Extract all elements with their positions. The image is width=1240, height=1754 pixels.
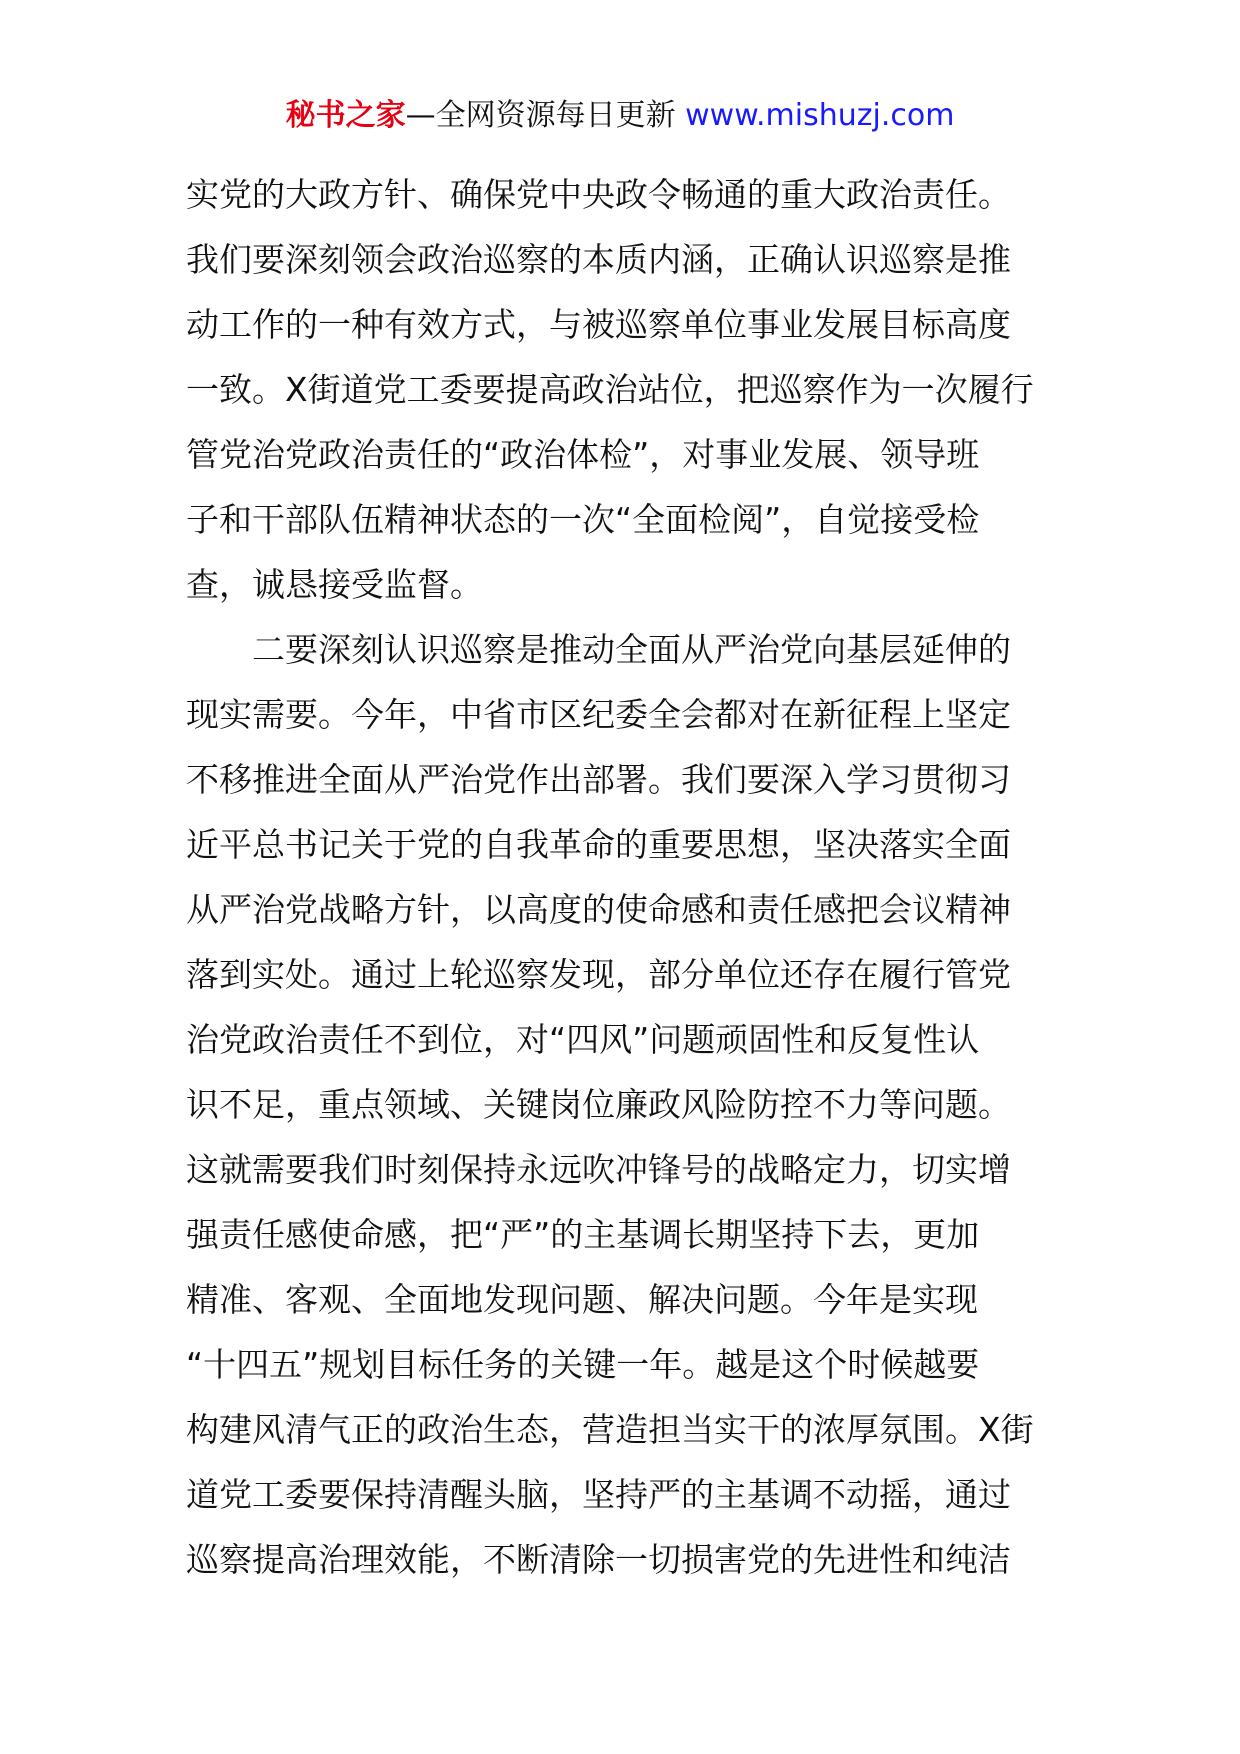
site-header <box>0 96 1240 136</box>
text-line: 现实需要。今年，中省市区纪委全会都对在新征程上坚定 <box>186 695 1011 734</box>
text-line: 落到实处。通过上轮巡察发现，部分单位还存在履行管党 <box>186 955 1011 994</box>
text-line: 构建风清气正的政治生态，营造担当实干的浓厚氛围。X街 <box>186 1410 1034 1449</box>
text-line: 从严治党战略方针，以高度的使命感和责任感把会议精神 <box>186 890 1011 929</box>
site-brand-name: 秘书之家 <box>285 98 406 133</box>
text-line: 精准、客观、全面地发现问题、解决问题。今年是实现 <box>186 1280 978 1319</box>
text-line: 治党政治责任不到位，对“四风”问题顽固性和反复性认 <box>186 1020 980 1059</box>
document-body <box>186 162 1056 1592</box>
text-line: 实党的大政方针、确保党中央政令畅通的重大政治责任。 <box>186 175 1011 214</box>
text-line: 一致。X街道党工委要提高政治站位，把巡察作为一次履行 <box>186 370 1034 409</box>
site-url-link[interactable]: www.mishuzj.com <box>685 98 955 133</box>
paragraph-start-line: 二要深刻认识巡察是推动全面从严治党向基层延伸的 <box>252 630 1011 669</box>
site-tagline: —全网资源每日更新 <box>405 98 676 133</box>
text-line: 查，诚恳接受监督。 <box>186 565 483 604</box>
text-line: 这就需要我们时刻保持永远吹冲锋号的战略定力，切实增 <box>186 1150 1011 1189</box>
text-line: 动工作的一种有效方式，与被巡察单位事业发展目标高度 <box>186 305 1011 344</box>
text-line: 近平总书记关于党的自我革命的重要思想，坚决落实全面 <box>186 825 1011 864</box>
text-line: 不移推进全面从严治党作出部署。我们要深入学习贯彻习 <box>186 760 1011 799</box>
text-line: “十四五”规划目标任务的关键一年。越是这个时候越要 <box>186 1345 980 1384</box>
text-line: 子和干部队伍精神状态的一次“全面检阅”，自觉接受检 <box>186 500 980 539</box>
text-line: 道党工委要保持清醒头脑，坚持严的主基调不动摇，通过 <box>186 1475 1011 1514</box>
text-line: 管党治党政治责任的“政治体检”，对事业发展、领导班 <box>186 435 980 474</box>
text-line: 巡察提高治理效能，不断清除一切损害党的先进性和纯洁 <box>186 1540 1011 1579</box>
text-line: 我们要深刻领会政治巡察的本质内涵，正确认识巡察是推 <box>186 240 1011 279</box>
text-line: 识不足，重点领域、关键岗位廉政风险防控不力等问题。 <box>186 1085 1011 1124</box>
text-line: 强责任感使命感，把“严”的主基调长期坚持下去，更加 <box>186 1215 980 1254</box>
